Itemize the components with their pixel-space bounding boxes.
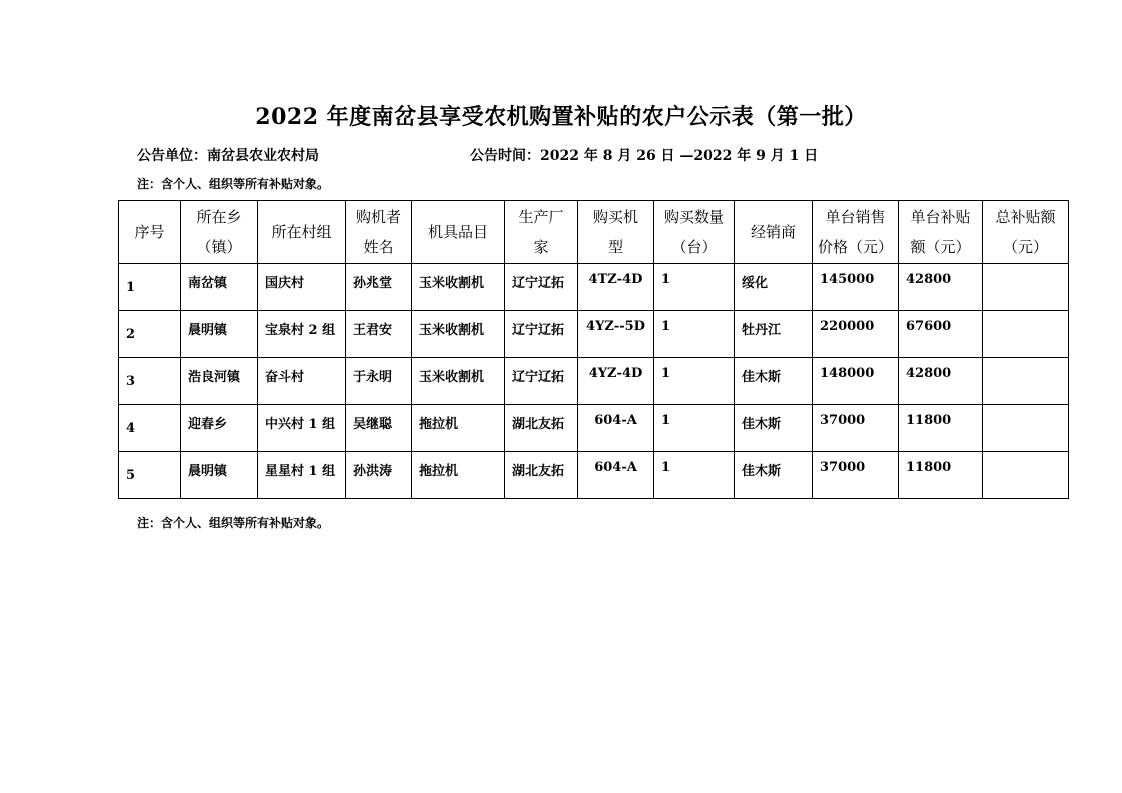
table-cell: 42800 (899, 358, 983, 405)
table-cell: 国庆村 (258, 264, 346, 311)
column-header-line: 价格（元） (817, 238, 893, 256)
table-body (119, 264, 1069, 499)
column-header (258, 201, 346, 264)
table-cell: 67600 (899, 311, 983, 358)
column-header-line: 生产厂 (518, 208, 564, 226)
table-header-row (119, 201, 1069, 264)
table-cell (983, 358, 1069, 405)
column-header (735, 201, 813, 264)
table-cell: 晨明镇 (181, 311, 258, 358)
table-cell: 南岔镇 (181, 264, 258, 311)
column-header-line: 经销商 (750, 223, 796, 241)
table-cell (983, 405, 1069, 452)
column-header-line: 机具品目 (427, 223, 488, 241)
table-cell: 5 (119, 452, 181, 499)
table-cell (983, 452, 1069, 499)
table-cell: 4YZ-4D (578, 358, 654, 405)
table-row (119, 264, 1069, 311)
table-cell: 1 (654, 311, 735, 358)
table-cell: 42800 (899, 264, 983, 311)
column-header-line: 单台销售 (825, 208, 886, 226)
column-header (899, 201, 983, 264)
table-cell: 辽宁辽拓 (505, 264, 578, 311)
table-row (119, 405, 1069, 452)
table-cell: 1 (119, 264, 181, 311)
announcement-period: 公告时间：2022 年 8 月 26 日 —2022 年 9 月 1 日 (470, 148, 819, 164)
table-cell: 1 (654, 452, 735, 499)
table-cell: 4 (119, 405, 181, 452)
table-cell: 于永明 (346, 358, 412, 405)
table-cell: 玉米收割机 (412, 264, 505, 311)
column-header-line: （台） (671, 238, 717, 256)
table-cell: 604-A (578, 452, 654, 499)
column-header (181, 201, 258, 264)
table-cell: 孙洪涛 (346, 452, 412, 499)
table-cell: 宝泉村 2 组 (258, 311, 346, 358)
column-header (346, 201, 412, 264)
column-header-line: 姓名 (363, 238, 394, 256)
table-cell: 2 (119, 311, 181, 358)
page-title: 2022 年度南岔县享受农机购置补贴的农户公示表（第一批） (255, 104, 867, 130)
table-cell: 奋斗村 (258, 358, 346, 405)
table-cell: 1 (654, 358, 735, 405)
column-header (654, 201, 735, 264)
subsidy-table (118, 200, 1069, 499)
table-cell: 迎春乡 (181, 405, 258, 452)
table-cell: 拖拉机 (412, 405, 505, 452)
column-header-line: 购买数量 (663, 208, 724, 226)
table-cell: 1 (654, 264, 735, 311)
table-cell: 玉米收割机 (412, 358, 505, 405)
table-cell: 绥化 (735, 264, 813, 311)
table-cell: 11800 (899, 452, 983, 499)
table-row (119, 452, 1069, 499)
table-cell: 11800 (899, 405, 983, 452)
table-cell: 220000 (813, 311, 899, 358)
table-cell: 佳木斯 (735, 452, 813, 499)
column-header (119, 201, 181, 264)
table-cell: 37000 (813, 405, 899, 452)
table-cell: 牡丹江 (735, 311, 813, 358)
table-row (119, 311, 1069, 358)
column-header (412, 201, 505, 264)
table-cell: 1 (654, 405, 735, 452)
column-header-line: 型 (607, 238, 623, 256)
table-cell: 吴继聪 (346, 405, 412, 452)
table-cell: 湖北友拓 (505, 452, 578, 499)
table-cell: 4YZ--5D (578, 311, 654, 358)
table-cell: 中兴村 1 组 (258, 405, 346, 452)
column-header-line: 序号 (134, 223, 165, 241)
table-cell: 湖北友拓 (505, 405, 578, 452)
table-cell (983, 264, 1069, 311)
table-cell: 拖拉机 (412, 452, 505, 499)
table-cell: 辽宁辽拓 (505, 311, 578, 358)
table-cell: 37000 (813, 452, 899, 499)
column-header-line: 单台补贴 (910, 208, 971, 226)
column-header (578, 201, 654, 264)
column-header-line: 购买机 (592, 208, 638, 226)
announcing-unit: 公告单位：南岔县农业农村局 (137, 148, 319, 164)
table-cell: 604-A (578, 405, 654, 452)
note-bottom: 注：含个人、组织等所有补贴对象。 (137, 516, 330, 530)
table-cell: 孙兆堂 (346, 264, 412, 311)
column-header-line: 家 (533, 238, 549, 256)
column-header (505, 201, 578, 264)
table-cell: 王君安 (346, 311, 412, 358)
table-cell: 浩良河镇 (181, 358, 258, 405)
column-header-line: 所在乡 (196, 208, 242, 226)
column-header-line: 总补贴额 (995, 208, 1056, 226)
table-cell: 佳木斯 (735, 358, 813, 405)
column-header-line: 所在村组 (271, 223, 332, 241)
table-cell: 玉米收割机 (412, 311, 505, 358)
table-cell (983, 311, 1069, 358)
table-cell: 148000 (813, 358, 899, 405)
table-cell: 星星村 1 组 (258, 452, 346, 499)
note-top: 注：含个人、组织等所有补贴对象。 (137, 177, 330, 191)
table-row (119, 358, 1069, 405)
column-header-line: 购机者 (355, 208, 401, 226)
column-header-line: 额（元） (910, 238, 971, 256)
table-cell: 辽宁辽拓 (505, 358, 578, 405)
table-cell: 3 (119, 358, 181, 405)
table-cell: 145000 (813, 264, 899, 311)
table-cell: 4TZ-4D (578, 264, 654, 311)
table-cell: 晨明镇 (181, 452, 258, 499)
table-cell: 佳木斯 (735, 405, 813, 452)
column-header-line: （元） (1002, 238, 1048, 256)
column-header-line: （镇） (196, 238, 242, 256)
column-header (813, 201, 899, 264)
column-header (983, 201, 1069, 264)
